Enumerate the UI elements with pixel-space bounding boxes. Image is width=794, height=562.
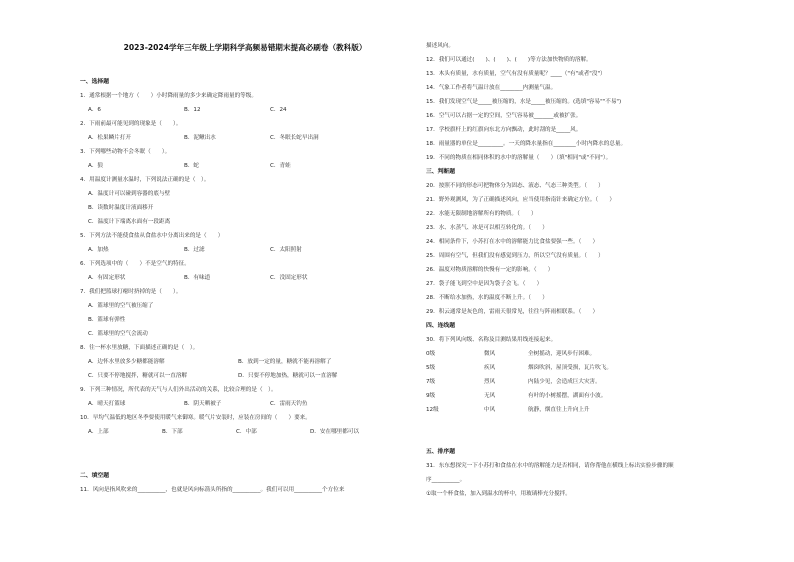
option: B．蛇 — [184, 163, 200, 169]
option: C．24 — [270, 107, 287, 113]
question-6: 6．下列选项中的（ ）不是空气的特征。 — [80, 261, 190, 267]
question-5: 5．下列方法不能使食盐从食盐水中分离出来的是（ ） — [80, 233, 224, 239]
question-4: 4．用温度计测量水温时，下列说法正确的是（ ）。 — [80, 177, 210, 183]
match-level: 9级 — [426, 393, 436, 399]
question-31-step: ①取一个杯食盐，加入到温水的杯中，用玻璃棒充分搅拌。 — [426, 491, 571, 497]
match-row — [426, 366, 726, 374]
section-heading: 一、选择题 — [80, 79, 109, 85]
match-name: 中风 — [484, 407, 496, 413]
option: A．边怀水里放多少糖都能溶解 — [88, 359, 165, 365]
match-row — [426, 380, 726, 388]
match-desc: 有叶的小树摇摆，湖面有小波。 — [528, 393, 607, 399]
option: A．松果鳞片打开 — [88, 135, 131, 141]
match-level: 7级 — [426, 379, 436, 385]
question-13: 13．木头有质量，水有质量，空气有没有质量呢？____（"有"或者"没"） — [426, 71, 606, 77]
option: C．冬眠长蛇早出洞 — [270, 135, 319, 141]
option: B．下部 — [162, 429, 183, 435]
section-heading: 二、填空题 — [80, 473, 109, 479]
question-17: 17．学校旗杆上的红旗向东北方向飘动，此时刮的是_____风。 — [426, 127, 582, 133]
question-9: 9．下列三种情况，所代表的天气与人们外出活动的关系，比较合理的是（ ）。 — [80, 387, 277, 393]
question-29: 29．积云通常是灰色的，雷雨天很常见，往往与阵雨相联系。（ ） — [426, 309, 599, 315]
match-name: 烈风 — [484, 379, 496, 385]
option: B．篮球有弹性 — [88, 317, 126, 323]
question-14: 14．气象工作者将气温计放在________内测量气温。 — [426, 85, 557, 91]
question-23: 23．水、水蒸气、冰是可以相互转化的。（ ） — [426, 225, 548, 231]
question-22: 22．水能无限制地溶解所有的物质。（ ） — [426, 211, 537, 217]
match-name: 微风 — [484, 351, 496, 357]
question-7: 7．我们把篮球打瘪时挤掉的是（ ）。 — [80, 289, 182, 295]
option: A．温度计可以碰到容器的底与壁 — [88, 191, 171, 197]
question-11: 11．风向是指风吹来的__________，也就是风向标箭头所指的__________。我们可以用__________个方位来 — [80, 487, 345, 493]
question-25: 25．周围有空气，但我们没有感觉到压力，所以空气没有质量。（ ） — [426, 253, 604, 259]
match-row — [426, 394, 726, 402]
option: D．只要不停地加热，糖就可以一直溶解 — [238, 373, 338, 379]
continued-text: 描述风向。 — [426, 43, 454, 49]
option: C．太阳照射 — [270, 247, 302, 253]
option: B．有味道 — [184, 275, 211, 281]
option: B．过滤 — [184, 247, 205, 253]
match-row — [426, 352, 726, 360]
question-19: 19．不同的物质在相同体积的水中的溶解量（ ）（填"相同"或"不同"）。 — [426, 155, 612, 161]
question-20: 20．按照不同的形态可把物体分为固态、液态、气态三种类型。（ ） — [426, 183, 604, 189]
section-heading: 三、判断题 — [426, 169, 455, 175]
option: A．加热 — [88, 247, 109, 253]
match-desc: 内陆少见，会造成巨大灾害。 — [528, 379, 601, 385]
option: B．阴天晒被子 — [184, 401, 222, 407]
question-1: 1．通常根据一个地方（ ）小时降雨量的多少来确定降雨量的等级。 — [80, 93, 257, 99]
option: B．放到一定的量，糖就不能再溶解了 — [238, 359, 332, 365]
page-title: 2023-2024学年三年级上学期科学高频易错期末提高必刷卷（教科版） — [123, 43, 367, 52]
match-level: 12级 — [426, 407, 439, 413]
match-level: 0级 — [426, 351, 436, 357]
match-desc: 烟囱吹斜，屋顶受损，瓦片吹飞。 — [528, 365, 612, 371]
option: C．只要不停地搅拌，糖就可以一直溶解 — [88, 373, 188, 379]
option: B．读数时温度计液面移开 — [88, 205, 154, 211]
question-3: 3．下列哪些动物不会冬眠（ ）。 — [80, 149, 171, 155]
option: C．雷雨天钓鱼 — [270, 401, 308, 407]
option: A．上部 — [88, 429, 109, 435]
question-18: 18．雨量器的单位是_________。一天的降水量指在________小时内降水的总量。 — [426, 141, 627, 147]
match-desc: 全树摇动，迎风步行困难。 — [528, 351, 596, 357]
option: C．篮球里的空气会流动 — [88, 331, 148, 337]
section-heading: 四、连线题 — [426, 323, 455, 329]
question-31-cont: 序__________。 — [426, 477, 466, 483]
question-28: 28．不断给水加热，水的温度不断上升。（ ） — [426, 295, 548, 301]
option: A．篮球里的空气被压缩了 — [88, 303, 154, 309]
option: D．安在哪里都可以 — [310, 429, 360, 435]
match-row — [426, 408, 726, 416]
option: B．12 — [184, 107, 201, 113]
question-16: 16．空气可以占据一定的空间，空气容易被_______或被扩张。 — [426, 113, 582, 119]
option: A．有固定形状 — [88, 275, 126, 281]
question-2: 2．下雨前最可能见到的现象是（ ）。 — [80, 121, 182, 127]
option: A．狼 — [88, 163, 104, 169]
question-8: 8．往一杯水里放糖，下面描述正确的是（ ）。 — [80, 345, 199, 351]
question-26: 26．温度对物质溶解的快慢有一定的影响。（ ） — [426, 267, 554, 273]
question-15: 15．我们发现空气是_____被压缩的，水是_____被压缩的。(选填"容易""不易") — [426, 99, 622, 105]
question-10: 10．早均气温低的地区冬季要使用暖气来御寒。暖气片安装时，应装在房间的（ ）要来。 — [80, 415, 311, 421]
option: A．6 — [88, 107, 101, 113]
option: A．晴天打篮球 — [88, 401, 126, 407]
option: C．没固定形状 — [270, 275, 308, 281]
option: C．温度计下端离水面有一段距离 — [88, 219, 171, 225]
option: C．青蛙 — [270, 163, 291, 169]
match-level: 5级 — [426, 365, 436, 371]
match-desc: 航静，烟直往上升向上升 — [528, 407, 590, 413]
question-30: 30．将下列风向级、名称及目测结果用线连接起来。 — [426, 337, 557, 343]
section-heading: 五、排序题 — [426, 449, 455, 455]
right-column — [426, 0, 726, 562]
match-name: 疾风 — [484, 365, 496, 371]
left-column — [80, 0, 410, 562]
question-12: 12．我们可以通过( )、( )、( )等方法加快物质的溶解。 — [426, 57, 592, 63]
option: B．泥鳅出水 — [184, 135, 216, 141]
question-24: 24．相同条件下，小苏打在水中的溶解能力比食盐要强一些。（ ） — [426, 239, 599, 245]
question-31: 31．东东想探究一下小苏打和食盐在水中的溶解能力是否相同，请你帮他在横线上标出实验步骤的顺 — [426, 463, 674, 469]
match-name: 无风 — [484, 393, 496, 399]
option: C．中部 — [236, 429, 257, 435]
question-21: 21．野外观测风，为了正确描述风向，应当使用指南针来确定方位。（ ） — [426, 197, 615, 203]
question-27: 27．袋子能飞到空中是因为袋子会飞。（ ） — [426, 281, 543, 287]
